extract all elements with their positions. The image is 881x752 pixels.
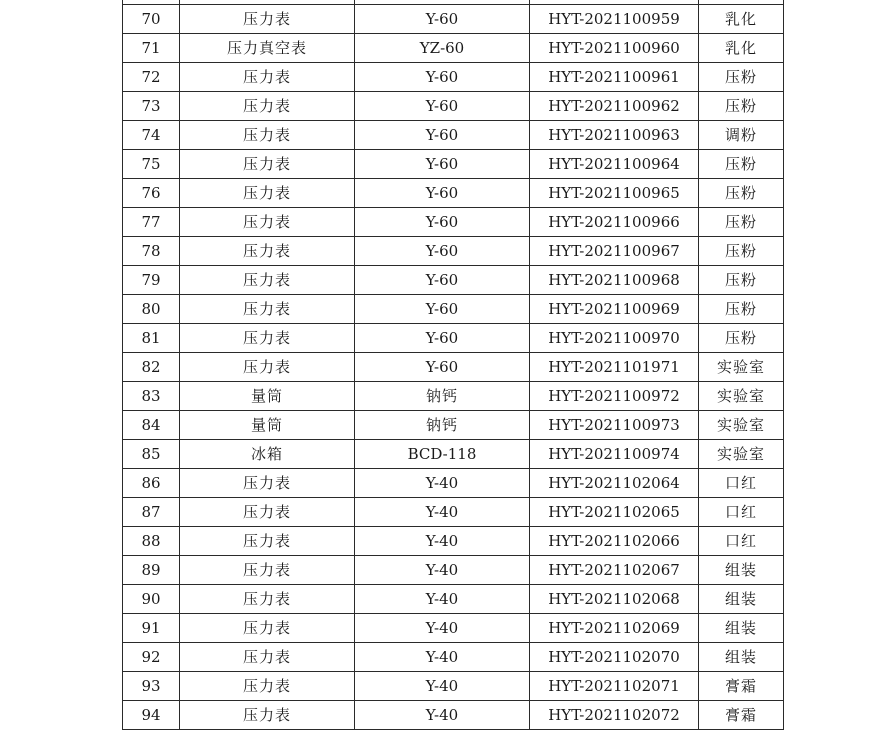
table-row (123, 5, 784, 34)
asset-code-cell: HYT-2021100964 (530, 150, 699, 179)
model-cell: Y-60 (355, 5, 530, 34)
model-cell: Y-40 (355, 469, 530, 498)
equipment-name-cell: 压力表 (180, 498, 355, 527)
equipment-name-cell: 压力表 (180, 92, 355, 121)
row-number-cell: 73 (123, 92, 180, 121)
asset-code-cell: HYT-2021101971 (530, 353, 699, 382)
model-cell: Y-60 (355, 121, 530, 150)
equipment-name-cell: 压力表 (180, 614, 355, 643)
model-cell: Y-40 (355, 498, 530, 527)
asset-code-cell: HYT-2021100969 (530, 295, 699, 324)
asset-code-cell: HYT-2021102069 (530, 614, 699, 643)
row-number-cell: 71 (123, 34, 180, 63)
equipment-name-cell: 压力表 (180, 121, 355, 150)
asset-code-cell: HYT-2021102067 (530, 556, 699, 585)
row-number-cell: 81 (123, 324, 180, 353)
equipment-name-cell: 压力表 (180, 208, 355, 237)
asset-code-cell: HYT-2021102072 (530, 701, 699, 730)
department-cell: 压粉 (699, 150, 784, 179)
department-cell: 压粉 (699, 208, 784, 237)
row-number-cell: 76 (123, 179, 180, 208)
table-row (123, 585, 784, 614)
model-cell: 钠钙 (355, 411, 530, 440)
model-cell: Y-40 (355, 556, 530, 585)
table-row (123, 208, 784, 237)
equipment-name-cell: 压力表 (180, 63, 355, 92)
row-number-cell: 78 (123, 237, 180, 266)
model-cell: Y-60 (355, 208, 530, 237)
asset-code-cell: HYT-2021102064 (530, 469, 699, 498)
equipment-name-cell: 压力表 (180, 295, 355, 324)
table-row (123, 92, 784, 121)
table-row (123, 63, 784, 92)
department-cell: 压粉 (699, 237, 784, 266)
asset-code-cell: HYT-2021102066 (530, 527, 699, 556)
equipment-name-cell: 压力表 (180, 266, 355, 295)
department-cell: 乳化 (699, 34, 784, 63)
model-cell: Y-40 (355, 585, 530, 614)
department-cell: 组装 (699, 556, 784, 585)
model-cell: Y-60 (355, 237, 530, 266)
equipment-name-cell: 压力真空表 (180, 34, 355, 63)
row-number-cell: 92 (123, 643, 180, 672)
model-cell: Y-40 (355, 614, 530, 643)
model-cell: Y-40 (355, 701, 530, 730)
row-number-cell: 91 (123, 614, 180, 643)
table-row (123, 266, 784, 295)
department-cell: 口红 (699, 498, 784, 527)
asset-code-cell: HYT-2021100960 (530, 34, 699, 63)
model-cell: Y-60 (355, 63, 530, 92)
asset-code-cell: HYT-2021100963 (530, 121, 699, 150)
table-row (123, 237, 784, 266)
asset-code-cell: HYT-2021102071 (530, 672, 699, 701)
department-cell: 膏霜 (699, 672, 784, 701)
row-number-cell: 89 (123, 556, 180, 585)
model-cell: Y-60 (355, 353, 530, 382)
equipment-name-cell: 压力表 (180, 5, 355, 34)
row-number-cell: 86 (123, 469, 180, 498)
equipment-name-cell: 压力表 (180, 585, 355, 614)
row-number-cell: 74 (123, 121, 180, 150)
equipment-name-cell: 压力表 (180, 469, 355, 498)
model-cell: Y-40 (355, 643, 530, 672)
row-number-cell: 82 (123, 353, 180, 382)
asset-code-cell: HYT-2021100972 (530, 382, 699, 411)
model-cell: Y-60 (355, 150, 530, 179)
model-cell: YZ-60 (355, 34, 530, 63)
department-cell: 乳化 (699, 5, 784, 34)
asset-code-cell: HYT-2021100968 (530, 266, 699, 295)
asset-code-cell: HYT-2021100974 (530, 440, 699, 469)
department-cell: 组装 (699, 643, 784, 672)
equipment-table (122, 0, 784, 730)
model-cell: Y-60 (355, 266, 530, 295)
row-number-cell: 93 (123, 672, 180, 701)
equipment-name-cell: 压力表 (180, 556, 355, 585)
asset-code-cell: HYT-2021100961 (530, 63, 699, 92)
asset-code-cell: HYT-2021100966 (530, 208, 699, 237)
asset-code-cell: HYT-2021100973 (530, 411, 699, 440)
equipment-table-body (123, 0, 784, 730)
department-cell: 压粉 (699, 63, 784, 92)
asset-code-cell: HYT-2021100959 (530, 5, 699, 34)
department-cell: 组装 (699, 614, 784, 643)
table-row (123, 701, 784, 730)
row-number-cell: 77 (123, 208, 180, 237)
equipment-name-cell: 压力表 (180, 179, 355, 208)
equipment-name-cell: 压力表 (180, 701, 355, 730)
asset-code-cell: HYT-2021102070 (530, 643, 699, 672)
department-cell: 实验室 (699, 382, 784, 411)
row-number-cell: 72 (123, 63, 180, 92)
equipment-name-cell: 压力表 (180, 643, 355, 672)
department-cell: 实验室 (699, 353, 784, 382)
table-row (123, 150, 784, 179)
model-cell: Y-60 (355, 179, 530, 208)
row-number-cell: 90 (123, 585, 180, 614)
department-cell: 压粉 (699, 324, 784, 353)
table-row (123, 498, 784, 527)
row-number-cell: 88 (123, 527, 180, 556)
equipment-name-cell: 压力表 (180, 527, 355, 556)
table-row (123, 34, 784, 63)
table-row (123, 643, 784, 672)
row-number-cell: 87 (123, 498, 180, 527)
department-cell: 压粉 (699, 179, 784, 208)
asset-code-cell: HYT-2021102065 (530, 498, 699, 527)
department-cell: 口红 (699, 527, 784, 556)
equipment-name-cell: 压力表 (180, 150, 355, 179)
department-cell: 压粉 (699, 266, 784, 295)
department-cell: 实验室 (699, 411, 784, 440)
table-row (123, 672, 784, 701)
equipment-name-cell: 压力表 (180, 672, 355, 701)
row-number-cell: 75 (123, 150, 180, 179)
equipment-name-cell: 压力表 (180, 324, 355, 353)
table-row (123, 353, 784, 382)
department-cell: 口红 (699, 469, 784, 498)
row-number-cell: 80 (123, 295, 180, 324)
row-number-cell: 70 (123, 5, 180, 34)
asset-code-cell: HYT-2021100962 (530, 92, 699, 121)
department-cell: 调粉 (699, 121, 784, 150)
table-row (123, 527, 784, 556)
department-cell: 实验室 (699, 440, 784, 469)
equipment-name-cell: 量筒 (180, 411, 355, 440)
equipment-name-cell: 压力表 (180, 353, 355, 382)
table-row (123, 411, 784, 440)
table-row (123, 556, 784, 585)
model-cell: Y-40 (355, 527, 530, 556)
equipment-name-cell: 冰箱 (180, 440, 355, 469)
department-cell: 压粉 (699, 295, 784, 324)
model-cell: 钠钙 (355, 382, 530, 411)
row-number-cell: 85 (123, 440, 180, 469)
asset-code-cell: HYT-2021102068 (530, 585, 699, 614)
row-number-cell: 79 (123, 266, 180, 295)
model-cell: Y-60 (355, 295, 530, 324)
table-row (123, 440, 784, 469)
table-row (123, 469, 784, 498)
asset-code-cell: HYT-2021100967 (530, 237, 699, 266)
table-row (123, 382, 784, 411)
table-row (123, 179, 784, 208)
asset-code-cell: HYT-2021100970 (530, 324, 699, 353)
row-number-cell: 84 (123, 411, 180, 440)
table-row (123, 324, 784, 353)
model-cell: BCD-118 (355, 440, 530, 469)
model-cell: Y-60 (355, 92, 530, 121)
equipment-name-cell: 压力表 (180, 237, 355, 266)
department-cell: 压粉 (699, 92, 784, 121)
table-row (123, 295, 784, 324)
row-number-cell: 94 (123, 701, 180, 730)
asset-code-cell: HYT-2021100965 (530, 179, 699, 208)
department-cell: 膏霜 (699, 701, 784, 730)
equipment-name-cell: 量筒 (180, 382, 355, 411)
table-row (123, 121, 784, 150)
model-cell: Y-40 (355, 672, 530, 701)
model-cell: Y-60 (355, 324, 530, 353)
table-row (123, 614, 784, 643)
department-cell: 组装 (699, 585, 784, 614)
row-number-cell: 83 (123, 382, 180, 411)
